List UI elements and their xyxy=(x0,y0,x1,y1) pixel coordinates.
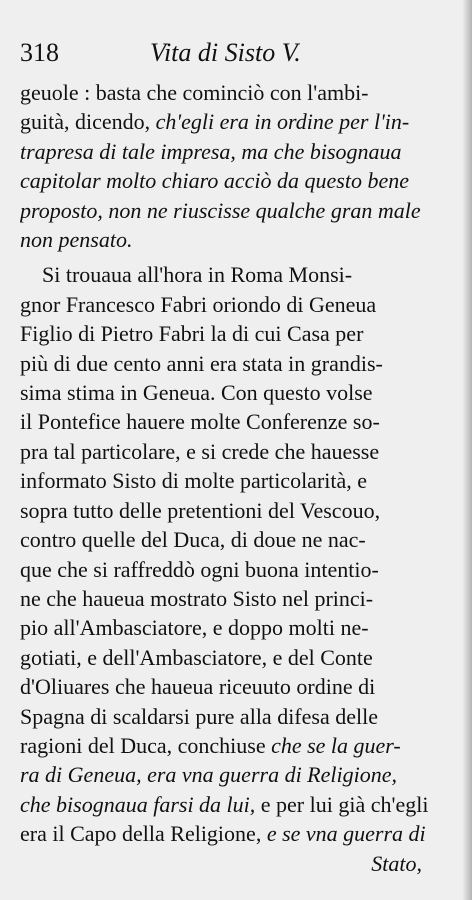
roman-text-span: que che si raffreddò ogni buona intentio- xyxy=(20,556,379,582)
text-line xyxy=(20,613,452,642)
text-line xyxy=(20,78,452,107)
italic-text-span: trapresa di tale impresa, ma che bisognaua xyxy=(20,138,402,164)
page-edge-shadow xyxy=(462,0,472,900)
text-line xyxy=(20,290,452,319)
text-line xyxy=(20,731,452,760)
text-line xyxy=(20,466,452,495)
text-line xyxy=(20,584,452,613)
text-line xyxy=(20,819,452,848)
paragraph-1 xyxy=(20,78,452,254)
roman-text-span: gnor Francesco Fabri oriondo di Geneua xyxy=(20,291,377,317)
text-line xyxy=(20,107,452,136)
text-line xyxy=(20,196,452,225)
roman-text-span: e per lui già ch'egli xyxy=(260,791,429,817)
roman-text-span: ragioni del Duca, conchiuse xyxy=(20,732,272,758)
text-line xyxy=(20,378,452,407)
roman-text-span: pio all'Ambasciatore, e doppo molti ne- xyxy=(20,615,369,641)
italic-text-span: ch'egli era in ordine per l'in- xyxy=(155,109,410,135)
text-line xyxy=(20,260,452,289)
paragraph-2 xyxy=(20,260,452,848)
roman-text-span: geuole : basta che cominciò con l'ambi- xyxy=(20,80,369,105)
roman-text-span: era il Capo della Religione, xyxy=(20,821,267,847)
text-line xyxy=(20,760,452,789)
text-line xyxy=(20,137,452,166)
italic-text-span: ra di Geneua, era vna guerra di Religione, xyxy=(20,762,397,788)
roman-text-span: sopra tutto delle pretentioni del Vescouo, xyxy=(20,497,381,523)
text-line xyxy=(20,225,452,254)
italic-text-span: che se la guer- xyxy=(271,732,401,758)
roman-text-span: gotiati, e dell'Ambasciatore, e del Conte xyxy=(20,644,373,670)
roman-text-span: d'Oliuares che haueua riceuuto ordine di xyxy=(20,674,376,700)
roman-text-span: pra tal particolare, e si crede che hauesse xyxy=(20,438,380,464)
roman-text-span: ne che haueua mostrato Sisto nel princi- xyxy=(20,585,374,611)
roman-text-span: più di due cento anni era stata in grandis- xyxy=(20,350,383,376)
roman-text-span: contro quelle del Duca, di doue ne nac- xyxy=(20,527,366,553)
text-line xyxy=(20,407,452,436)
roman-text-span: Si trouaua all'hora in Roma Monsi- xyxy=(42,262,353,288)
text-line xyxy=(20,525,452,554)
catchword: Stato, xyxy=(371,850,422,876)
text-line xyxy=(20,496,452,525)
page-number: 318 xyxy=(20,38,59,67)
roman-text-span: sima stima in Geneua. Con questo volse xyxy=(20,380,373,406)
italic-text-span: che bisognaua farsi da lui, xyxy=(20,791,261,817)
text-line xyxy=(20,702,452,731)
text-line xyxy=(20,555,452,584)
roman-text-span: guità, dicendo, xyxy=(20,109,156,135)
italic-text-span: non pensato. xyxy=(20,227,133,253)
italic-text-span: proposto, non ne riuscisse qualche gran male xyxy=(20,197,421,223)
roman-text-span: informato Sisto di molte particolarità, e xyxy=(20,468,368,494)
roman-text-span: il Pontefice hauere molte Conferenze so- xyxy=(20,409,380,435)
text-line xyxy=(20,790,452,819)
text-line xyxy=(20,166,452,195)
roman-text-span: Spagna di scaldarsi pure alla difesa delle xyxy=(20,703,378,729)
text-line xyxy=(20,672,452,701)
italic-text-span: capitolar molto chiaro acciò da questo bene xyxy=(20,168,410,194)
text-line xyxy=(20,643,452,672)
text-line xyxy=(20,349,452,378)
text-line xyxy=(20,319,452,348)
running-header xyxy=(20,38,452,76)
italic-text-span: e se vna guerra di xyxy=(266,821,426,847)
body-text xyxy=(20,78,452,878)
roman-text-span: Figlio di Pietro Fabri la di cui Casa per xyxy=(20,321,364,347)
running-title: Vita di Sisto V. xyxy=(150,38,301,67)
text-line xyxy=(20,437,452,466)
